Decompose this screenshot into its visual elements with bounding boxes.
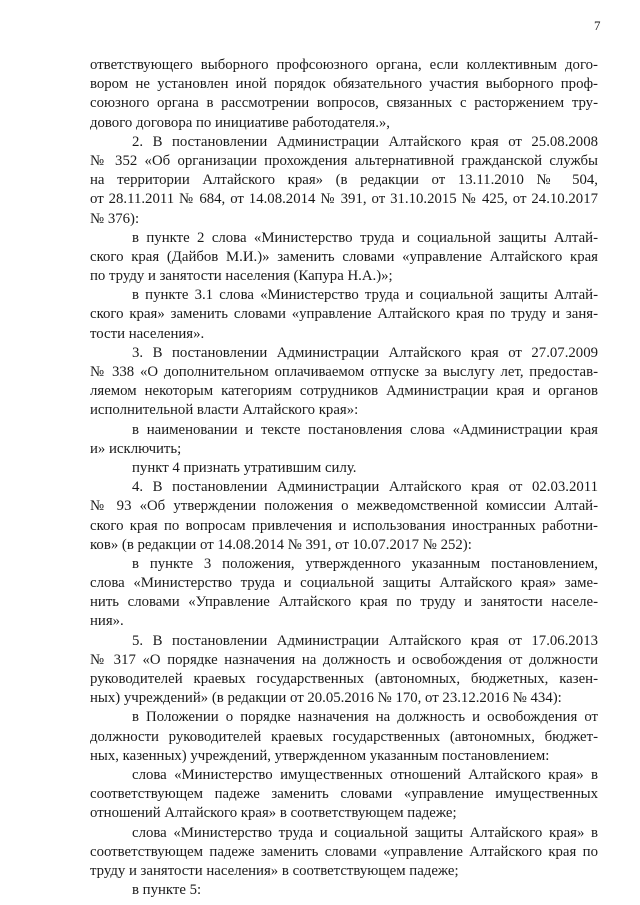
text-line: нить словами «Управление Алтайского края по труду и занятости населе- bbox=[90, 594, 598, 611]
text-line: на территории Алтайского края» (в редакции от 13.11.2010 № 504, bbox=[90, 172, 598, 189]
text-line: № 317 «О порядке назначения на должность и освобождения от должности bbox=[90, 651, 598, 668]
text-line: ния». bbox=[90, 613, 124, 630]
text-line: соответствующем падеже заменить словами «управление Алтайского края по bbox=[90, 843, 598, 860]
document-body bbox=[90, 56, 598, 900]
text-line: ков» (в редакции от 14.08.2014 № 391, от 10.07.2017 № 252): bbox=[90, 536, 472, 553]
text-line: союзного органа в рассмотрении вопросов, связанных с расторжением тру- bbox=[90, 95, 598, 112]
text-line: тости населения». bbox=[90, 325, 205, 342]
text-line: должности руководителей краевых государственных (автономных, бюджет- bbox=[90, 728, 598, 745]
text-line: и» исключить; bbox=[90, 440, 182, 457]
text-line: ского края по вопросам привлечения и использования иностранных работни- bbox=[90, 517, 598, 534]
text-line: исполнительной власти Алтайского края»: bbox=[90, 402, 359, 419]
text-line: в Положении о порядке назначения на должность и освобождения от bbox=[132, 709, 598, 726]
text-line: в пункте 3 положения, утвержденного указанным постановлением, bbox=[132, 555, 598, 572]
text-line: от 28.11.2011 № 684, от 14.08.2014 № 391, от 31.10.2015 № 425, от 24.10.2017 bbox=[90, 191, 598, 208]
text-line: пункт 4 признать утратившим силу. bbox=[132, 459, 357, 476]
text-line: ответствующего выборного профсоюзного органа, если коллективным дого- bbox=[90, 57, 598, 73]
text-line: труду и занятости населения» в соответствующем падеже; bbox=[90, 862, 459, 879]
page-number: 7 bbox=[594, 18, 601, 33]
text-line: в пункте 3.1 слова «Министерство труда и социальной защиты Алтай- bbox=[132, 287, 598, 304]
text-line: слова «Министерство труда и социальной защиты Алтайского края» заме- bbox=[90, 575, 598, 592]
text-line: 3. В постановлении Администрации Алтайского края от 27.07.2009 bbox=[132, 344, 598, 361]
text-line: 4. В постановлении Администрации Алтайского края от 02.03.2011 bbox=[132, 479, 598, 496]
text-line: ского края» заменить словами «управление Алтайского края по труду и заня- bbox=[90, 306, 598, 323]
text-line: ляемом некоторым категориям сотрудников Администрации края и органов bbox=[90, 383, 598, 400]
text-line: № 93 «Об утверждении положения о межведомственной комиссии Алтай- bbox=[90, 498, 598, 515]
text-line: соответствующем падеже заменить словами «управление имущественных bbox=[90, 786, 598, 803]
text-line: 2. В постановлении Администрации Алтайского края от 25.08.2008 bbox=[132, 133, 598, 150]
text-line: слова «Министерство имущественных отношений Алтайского края» в bbox=[132, 766, 598, 783]
text-line: № 338 «О дополнительном оплачиваемом отпуске за выслугу лет, предостав- bbox=[90, 364, 598, 380]
text-line: в наименовании и тексте постановления слова «Администрации края bbox=[132, 421, 598, 438]
text-line: руководителей краевых государственных (автономных, бюджетных, казен- bbox=[90, 671, 598, 687]
text-line: отношений Алтайского края» в соответствующем падеже; bbox=[90, 805, 457, 822]
text-line: 5. В постановлении Администрации Алтайского края от 17.06.2013 bbox=[132, 632, 598, 649]
text-line: ского края (Дайбов М.И.)» заменить словами «управление Алтайского края bbox=[90, 248, 598, 265]
text-line: № 352 «Об организации прохождения альтернативной гражданской службы bbox=[90, 152, 598, 169]
text-line: № 376): bbox=[90, 210, 140, 227]
text-line: ных) учреждений» (в редакции от 20.05.2016 № 170, от 23.12.2016 № 434): bbox=[90, 690, 562, 707]
text-line: ных, казенных) учреждений, утвержденном указанным постановлением: bbox=[90, 747, 550, 764]
text-line: слова «Министерство труда и социальной защиты Алтайского края» в bbox=[132, 824, 598, 841]
text-line: дового договора по инициативе работодателя.», bbox=[90, 114, 391, 131]
text-line: вором не установлен иной порядок обязательного участия выборного проф- bbox=[90, 76, 598, 93]
text-line: в пункте 5: bbox=[132, 882, 202, 899]
text-line: по труду и занятости населения (Капура Н.А.)»; bbox=[90, 268, 393, 285]
text-line: в пункте 2 слова «Министерство труда и социальной защиты Алтай- bbox=[132, 229, 598, 246]
